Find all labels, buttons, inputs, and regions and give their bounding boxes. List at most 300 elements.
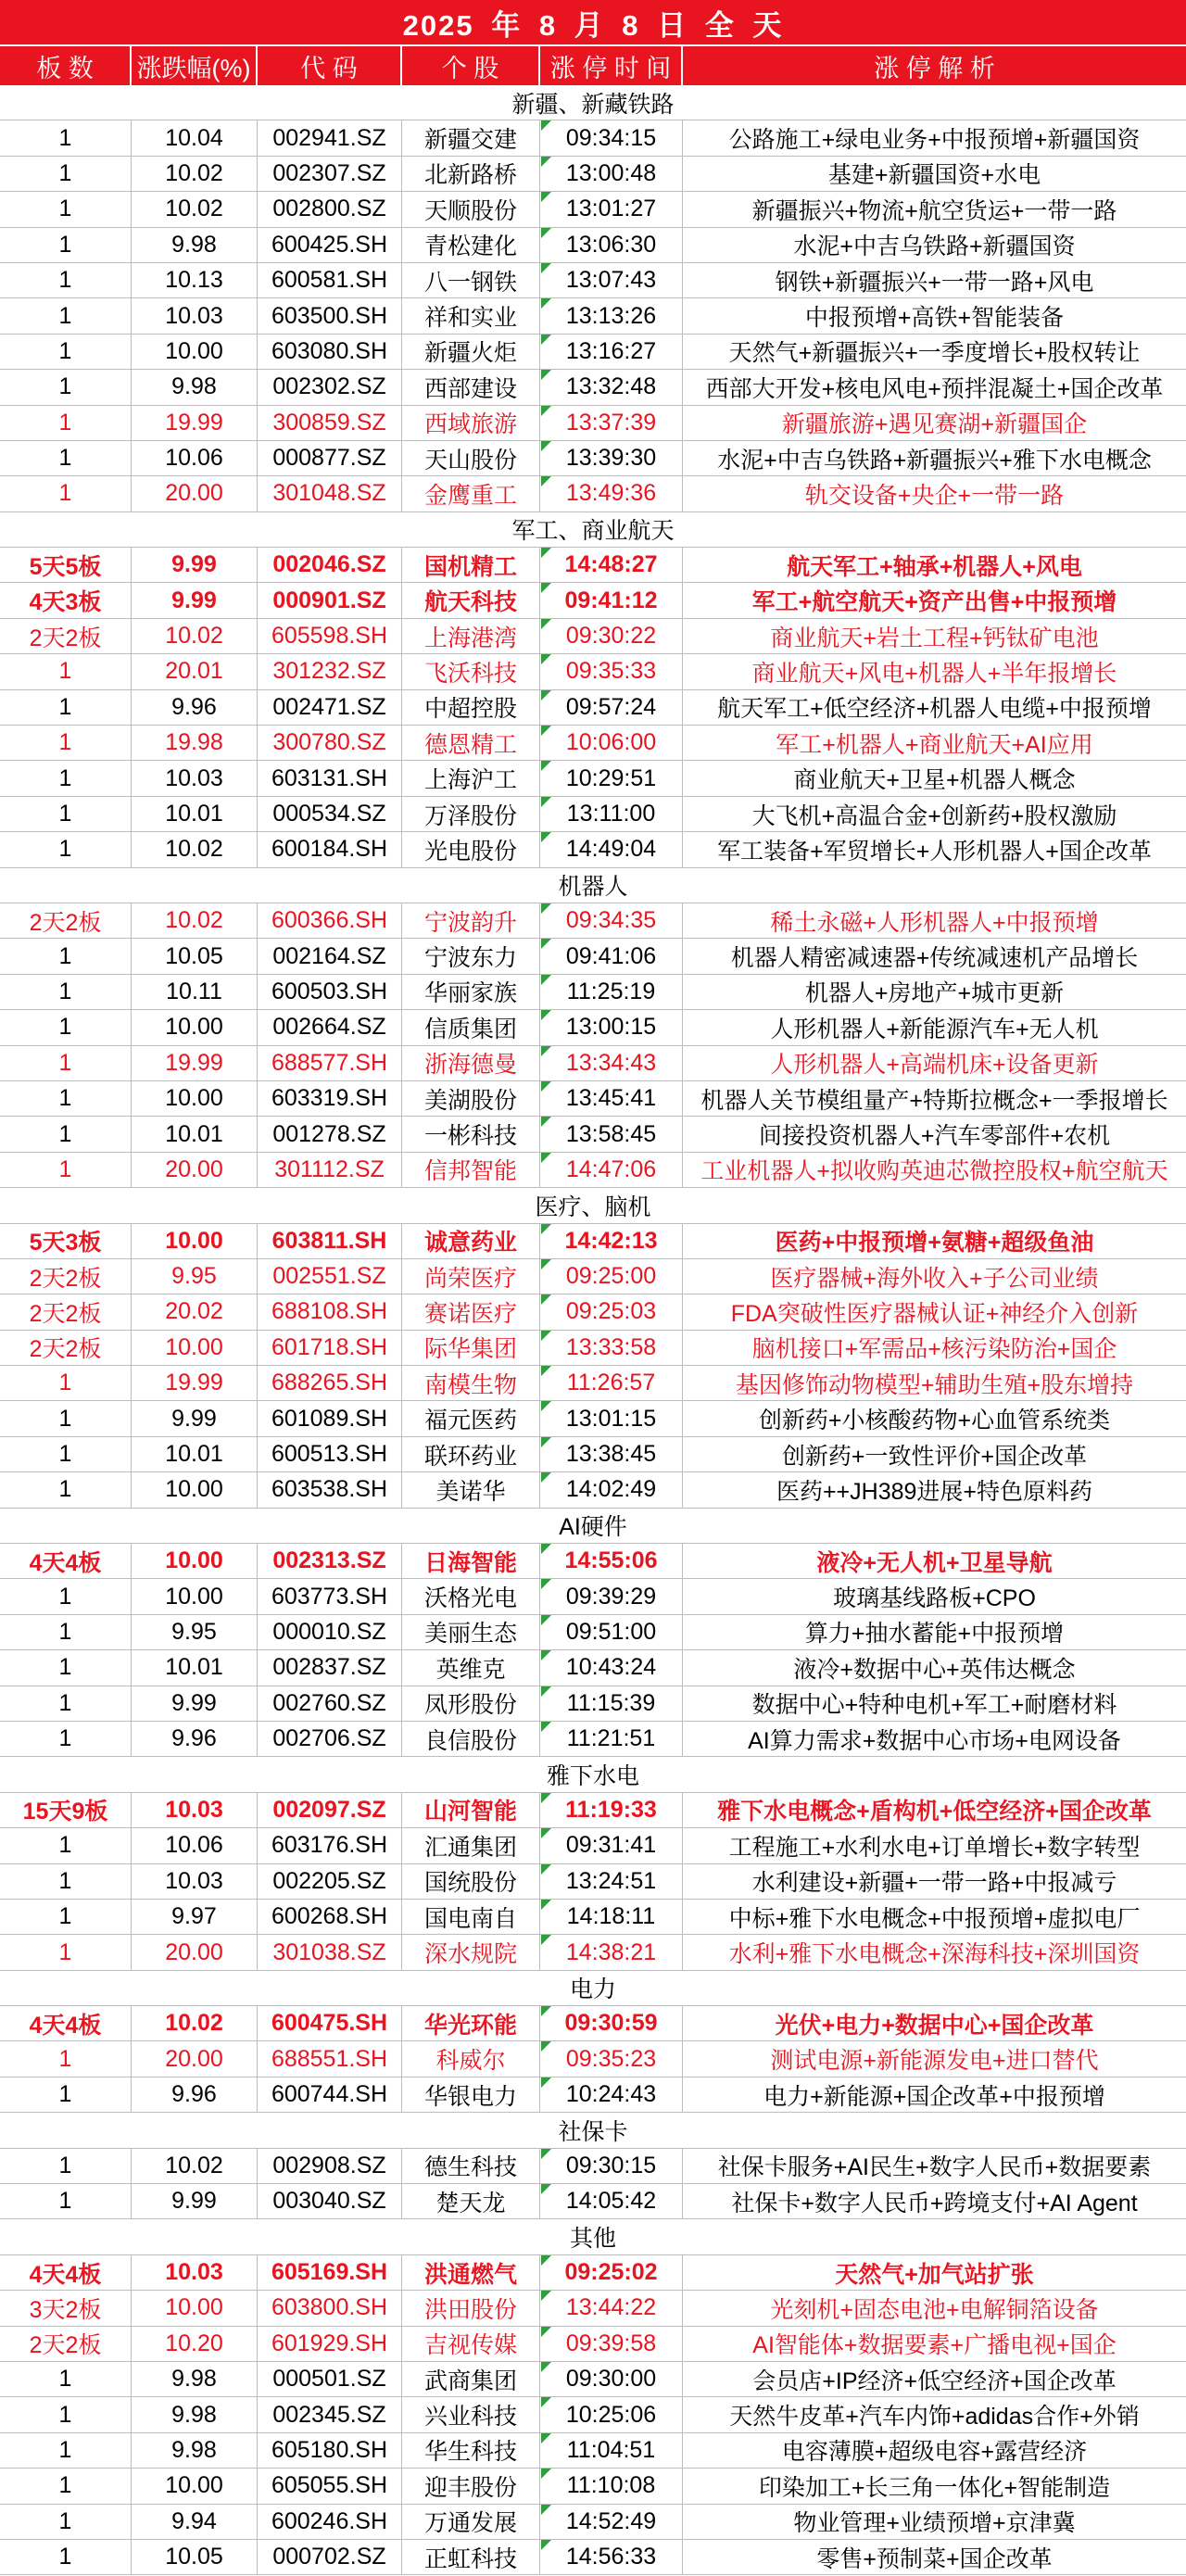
change-pct-cell[interactable]: 10.00: [132, 1579, 258, 1613]
limit-up-reason-cell[interactable]: 工程施工+水利水电+订单增长+数字转型: [728, 1834, 1141, 1861]
limit-up-time-cell[interactable]: 09:34:15: [540, 120, 683, 155]
stock-name-cell[interactable]: 美诺华: [402, 1472, 540, 1507]
stock-code-cell[interactable]: 601089.SH: [258, 1401, 402, 1435]
limit-up-reason-cell[interactable]: 测试电源+新能源发电+进口替代: [770, 2048, 1099, 2075]
limit-up-reason-cell[interactable]: 人形机器人+高端机床+设备更新: [770, 1052, 1099, 1079]
change-pct-cell[interactable]: 10.06: [132, 441, 258, 475]
stock-code-cell[interactable]: 300780.SZ: [258, 726, 402, 760]
limit-up-time-cell[interactable]: 13:44:22: [540, 2291, 683, 2325]
stock-code-cell[interactable]: 002345.SZ: [258, 2397, 402, 2431]
stock-code-cell[interactable]: 600184.SH: [258, 832, 402, 866]
limit-up-reason-cell[interactable]: 物业管理+业绩预增+京津冀: [793, 2510, 1076, 2537]
stock-name-cell[interactable]: 新疆火炬: [402, 335, 540, 369]
stock-name-cell[interactable]: 祥和实业: [402, 298, 540, 333]
change-pct-cell[interactable]: 9.96: [132, 690, 258, 725]
limit-up-reason-cell[interactable]: FDA突破性医疗器械认证+神经介入创新: [730, 1300, 1139, 1327]
section-header[interactable]: 雅下水电: [0, 1757, 1186, 1792]
change-pct-cell[interactable]: 9.98: [132, 228, 258, 262]
stock-name-cell[interactable]: 洪通燃气: [402, 2255, 540, 2290]
board-count-cell[interactable]: 1: [0, 1472, 132, 1507]
stock-name-cell[interactable]: 天顺股份: [402, 192, 540, 226]
limit-up-time-cell[interactable]: 13:39:30: [540, 441, 683, 475]
board-count-cell[interactable]: 1: [0, 120, 132, 155]
change-pct-cell[interactable]: 9.98: [132, 370, 258, 404]
change-pct-cell[interactable]: 10.00: [132, 1224, 258, 1258]
stock-name-cell[interactable]: 赛诺医疗: [402, 1294, 540, 1329]
stock-code-cell[interactable]: 002471.SZ: [258, 690, 402, 725]
stock-name-cell[interactable]: 航天科技: [402, 583, 540, 617]
stock-name-cell[interactable]: 洪田股份: [402, 2291, 540, 2325]
limit-up-time-cell[interactable]: 11:10:08: [540, 2469, 683, 2503]
board-count-cell[interactable]: 1: [0, 2540, 132, 2574]
board-count-cell[interactable]: 1: [0, 263, 132, 297]
limit-up-reason-cell[interactable]: 航天军工+低空经济+机器人电缆+中报预增: [717, 696, 1152, 723]
limit-up-time-cell[interactable]: 09:51:00: [540, 1615, 683, 1649]
board-count-cell[interactable]: 4天4板: [0, 2255, 132, 2290]
column-header-stock[interactable]: 个 股: [402, 46, 540, 85]
stock-code-cell[interactable]: 603811.SH: [258, 1224, 402, 1258]
stock-name-cell[interactable]: 新疆交建: [402, 120, 540, 155]
change-pct-cell[interactable]: 10.00: [132, 335, 258, 369]
limit-up-reason-cell[interactable]: 西部大开发+核电风电+预拌混凝土+国企改革: [705, 375, 1164, 402]
change-pct-cell[interactable]: 10.02: [132, 832, 258, 866]
limit-up-reason-cell[interactable]: 玻璃基线路板+CPO: [833, 1585, 1036, 1612]
limit-up-time-cell[interactable]: 09:35:23: [540, 2041, 683, 2076]
limit-up-reason-cell[interactable]: 水利建设+新疆+一带一路+中报减亏: [751, 1870, 1117, 1897]
change-pct-cell[interactable]: 10.01: [132, 797, 258, 831]
limit-up-time-cell[interactable]: 13:45:41: [540, 1081, 683, 1116]
stock-code-cell[interactable]: 002941.SZ: [258, 120, 402, 155]
stock-name-cell[interactable]: 良信股份: [402, 1722, 540, 1756]
limit-up-time-cell[interactable]: 09:57:24: [540, 690, 683, 725]
board-count-cell[interactable]: 1: [0, 797, 132, 831]
limit-up-reason-cell[interactable]: 脑机接口+军需品+核污染防治+国企: [751, 1336, 1117, 1363]
stock-code-cell[interactable]: 000901.SZ: [258, 583, 402, 617]
board-count-cell[interactable]: 1: [0, 690, 132, 725]
board-count-cell[interactable]: 1: [0, 1366, 132, 1400]
board-count-cell[interactable]: 1: [0, 1437, 132, 1471]
change-pct-cell[interactable]: 9.98: [132, 2362, 258, 2396]
limit-up-time-cell[interactable]: 14:18:11: [540, 1900, 683, 1934]
board-count-cell[interactable]: 3天2板: [0, 2291, 132, 2325]
change-pct-cell[interactable]: 10.05: [132, 2540, 258, 2574]
stock-code-cell[interactable]: 002097.SZ: [258, 1793, 402, 1827]
limit-up-time-cell[interactable]: 14:49:04: [540, 832, 683, 866]
limit-up-time-cell[interactable]: 13:07:43: [540, 263, 683, 297]
stock-code-cell[interactable]: 601718.SH: [258, 1331, 402, 1365]
section-header[interactable]: 医疗、脑机: [0, 1188, 1186, 1223]
limit-up-reason-cell[interactable]: 工业机器人+拟收购英迪芯微控股权+航空航天: [700, 1158, 1168, 1185]
stock-code-cell[interactable]: 301048.SZ: [258, 476, 402, 511]
stock-code-cell[interactable]: 301038.SZ: [258, 1935, 402, 1969]
limit-up-reason-cell[interactable]: 军工+机器人+商业航天+AI应用: [776, 731, 1093, 758]
limit-up-time-cell[interactable]: 13:49:36: [540, 476, 683, 511]
section-header[interactable]: 电力: [0, 1971, 1186, 2006]
stock-name-cell[interactable]: 南模生物: [402, 1366, 540, 1400]
board-count-cell[interactable]: 1: [0, 1935, 132, 1969]
change-pct-cell[interactable]: 20.00: [132, 476, 258, 511]
stock-name-cell[interactable]: 上海港湾: [402, 619, 540, 653]
stock-code-cell[interactable]: 600503.SH: [258, 975, 402, 1009]
change-pct-cell[interactable]: 10.03: [132, 2255, 258, 2290]
change-pct-cell[interactable]: 10.02: [132, 192, 258, 226]
section-header[interactable]: 社保卡: [0, 2113, 1186, 2148]
stock-name-cell[interactable]: 武商集团: [402, 2362, 540, 2396]
stock-name-cell[interactable]: 日海智能: [402, 1544, 540, 1578]
limit-up-time-cell[interactable]: 11:15:39: [540, 1686, 683, 1721]
limit-up-reason-cell[interactable]: 雅下水电概念+盾构机+低空经济+国企改革: [717, 1799, 1152, 1825]
stock-name-cell[interactable]: 国电南自: [402, 1900, 540, 1934]
section-header[interactable]: AI硬件: [0, 1509, 1186, 1544]
board-count-cell[interactable]: 1: [0, 192, 132, 226]
board-count-cell[interactable]: 1: [0, 1117, 132, 1151]
stock-code-cell[interactable]: 301232.SZ: [258, 654, 402, 688]
limit-up-time-cell[interactable]: 14:48:27: [540, 548, 683, 582]
limit-up-time-cell[interactable]: 10:24:43: [540, 2077, 683, 2112]
stock-code-cell[interactable]: 688551.SH: [258, 2041, 402, 2076]
stock-name-cell[interactable]: 浙海德曼: [402, 1046, 540, 1080]
limit-up-time-cell[interactable]: 14:47:06: [540, 1153, 683, 1187]
stock-code-cell[interactable]: 000501.SZ: [258, 2362, 402, 2396]
board-count-cell[interactable]: 1: [0, 939, 132, 973]
stock-code-cell[interactable]: 605598.SH: [258, 619, 402, 653]
limit-up-reason-cell[interactable]: 中标+雅下水电概念+中报预增+虚拟电厂: [728, 1905, 1141, 1932]
limit-up-reason-cell[interactable]: 液冷+数据中心+英伟达概念: [793, 1656, 1076, 1683]
limit-up-reason-cell[interactable]: 人形机器人+新能源汽车+无人机: [770, 1016, 1099, 1042]
change-pct-cell[interactable]: 19.99: [132, 1046, 258, 1080]
limit-up-time-cell[interactable]: 09:30:00: [540, 2362, 683, 2396]
change-pct-cell[interactable]: 9.99: [132, 583, 258, 617]
section-header[interactable]: 新疆、新藏铁路: [0, 85, 1186, 120]
stock-code-cell[interactable]: 603080.SH: [258, 335, 402, 369]
board-count-cell[interactable]: 1: [0, 228, 132, 262]
change-pct-cell[interactable]: 10.03: [132, 761, 258, 795]
limit-up-reason-cell[interactable]: 钢铁+新疆振兴+一带一路+风电: [775, 269, 1094, 296]
limit-up-time-cell[interactable]: 13:01:27: [540, 192, 683, 226]
limit-up-time-cell[interactable]: 10:06:00: [540, 726, 683, 760]
limit-up-reason-cell[interactable]: 稀土永磁+人形机器人+中报预增: [770, 909, 1099, 936]
change-pct-cell[interactable]: 9.99: [132, 548, 258, 582]
board-count-cell[interactable]: 1: [0, 2077, 132, 2112]
change-pct-cell[interactable]: 20.02: [132, 1294, 258, 1329]
change-pct-cell[interactable]: 19.99: [132, 1366, 258, 1400]
stock-name-cell[interactable]: 一彬科技: [402, 1117, 540, 1151]
stock-name-cell[interactable]: 华光环能: [402, 2006, 540, 2040]
stock-code-cell[interactable]: 605055.SH: [258, 2469, 402, 2503]
limit-up-time-cell[interactable]: 10:25:06: [540, 2397, 683, 2431]
stock-name-cell[interactable]: 际华集团: [402, 1331, 540, 1365]
limit-up-reason-cell[interactable]: 会员店+IP经济+低空经济+国企改革: [752, 2368, 1117, 2394]
section-header[interactable]: 其他: [0, 2219, 1186, 2254]
change-pct-cell[interactable]: 10.03: [132, 1793, 258, 1827]
limit-up-reason-cell[interactable]: 基建+新疆国资+水电: [827, 162, 1041, 189]
limit-up-reason-cell[interactable]: 新疆旅游+遇见赛湖+新疆国企: [781, 411, 1088, 438]
stock-name-cell[interactable]: 汇通集团: [402, 1828, 540, 1863]
board-count-cell[interactable]: 1: [0, 2041, 132, 2076]
change-pct-cell[interactable]: 10.04: [132, 120, 258, 155]
board-count-cell[interactable]: 1: [0, 761, 132, 795]
board-count-cell[interactable]: 1: [0, 406, 132, 440]
section-header[interactable]: 军工、商业航天: [0, 512, 1186, 548]
limit-up-reason-cell[interactable]: 中报预增+高铁+智能装备: [804, 305, 1065, 332]
limit-up-reason-cell[interactable]: 数据中心+特种电机+军工+耐磨材料: [751, 1692, 1117, 1719]
stock-code-cell[interactable]: 300859.SZ: [258, 406, 402, 440]
board-count-cell[interactable]: 1: [0, 1153, 132, 1187]
board-count-cell[interactable]: 1: [0, 1010, 132, 1044]
stock-name-cell[interactable]: 中超控股: [402, 690, 540, 725]
limit-up-reason-cell[interactable]: AI智能体+数据要素+广播电视+国企: [752, 2332, 1117, 2359]
limit-up-time-cell[interactable]: 09:25:02: [540, 2255, 683, 2290]
section-header[interactable]: 机器人: [0, 868, 1186, 903]
stock-code-cell[interactable]: 688577.SH: [258, 1046, 402, 1080]
stock-name-cell[interactable]: 金鹰重工: [402, 476, 540, 511]
limit-up-reason-cell[interactable]: 机器人+房地产+城市更新: [804, 980, 1065, 1007]
board-count-cell[interactable]: 1: [0, 1650, 132, 1685]
limit-up-time-cell[interactable]: 09:31:41: [540, 1828, 683, 1863]
board-count-cell[interactable]: 2天2板: [0, 2327, 132, 2361]
change-pct-cell[interactable]: 10.00: [132, 1472, 258, 1507]
stock-name-cell[interactable]: 八一钢铁: [402, 263, 540, 297]
stock-name-cell[interactable]: 国统股份: [402, 1864, 540, 1899]
stock-name-cell[interactable]: 沃格光电: [402, 1579, 540, 1613]
board-count-cell[interactable]: 1: [0, 1686, 132, 1721]
stock-name-cell[interactable]: 迎丰股份: [402, 2469, 540, 2503]
stock-name-cell[interactable]: 华生科技: [402, 2433, 540, 2468]
stock-name-cell[interactable]: 宁波韵升: [402, 903, 540, 938]
stock-name-cell[interactable]: 美丽生态: [402, 1615, 540, 1649]
change-pct-cell[interactable]: 9.96: [132, 2077, 258, 2112]
stock-name-cell[interactable]: 万泽股份: [402, 797, 540, 831]
change-pct-cell[interactable]: 10.00: [132, 2469, 258, 2503]
change-pct-cell[interactable]: 10.00: [132, 1010, 258, 1044]
change-pct-cell[interactable]: 10.00: [132, 1331, 258, 1365]
limit-up-reason-cell[interactable]: 印染加工+长三角一体化+智能制造: [758, 2474, 1111, 2501]
board-count-cell[interactable]: 4天4板: [0, 1544, 132, 1578]
limit-up-reason-cell[interactable]: 医药+中报预增+氨糖+超级鱼油: [775, 1230, 1094, 1256]
stock-name-cell[interactable]: 英维克: [402, 1650, 540, 1685]
stock-name-cell[interactable]: 宁波东力: [402, 939, 540, 973]
stock-code-cell[interactable]: 600268.SH: [258, 1900, 402, 1934]
limit-up-time-cell[interactable]: 13:32:48: [540, 370, 683, 404]
limit-up-reason-cell[interactable]: 创新药+一致性评价+国企改革: [781, 1443, 1088, 1470]
change-pct-cell[interactable]: 20.01: [132, 654, 258, 688]
change-pct-cell[interactable]: 10.01: [132, 1117, 258, 1151]
stock-name-cell[interactable]: 凤形股份: [402, 1686, 540, 1721]
board-count-cell[interactable]: 1: [0, 1046, 132, 1080]
change-pct-cell[interactable]: 10.00: [132, 2291, 258, 2325]
stock-code-cell[interactable]: 003040.SZ: [258, 2184, 402, 2218]
stock-name-cell[interactable]: 信邦智能: [402, 1153, 540, 1187]
board-count-cell[interactable]: 1: [0, 298, 132, 333]
stock-name-cell[interactable]: 尚荣医疗: [402, 1259, 540, 1294]
limit-up-time-cell[interactable]: 13:37:39: [540, 406, 683, 440]
stock-code-cell[interactable]: 000877.SZ: [258, 441, 402, 475]
board-count-cell[interactable]: 1: [0, 2433, 132, 2468]
change-pct-cell[interactable]: 10.02: [132, 2149, 258, 2183]
limit-up-reason-cell[interactable]: 零售+预制菜+国企改革: [816, 2545, 1053, 2572]
change-pct-cell[interactable]: 20.00: [132, 1935, 258, 1969]
change-pct-cell[interactable]: 10.02: [132, 2006, 258, 2040]
limit-up-time-cell[interactable]: 09:35:33: [540, 654, 683, 688]
limit-up-time-cell[interactable]: 13:00:15: [540, 1010, 683, 1044]
stock-code-cell[interactable]: 600425.SH: [258, 228, 402, 262]
limit-up-time-cell[interactable]: 14:56:33: [540, 2540, 683, 2574]
stock-code-cell[interactable]: 002046.SZ: [258, 548, 402, 582]
board-count-cell[interactable]: 1: [0, 1579, 132, 1613]
limit-up-time-cell[interactable]: 09:39:58: [540, 2327, 683, 2361]
change-pct-cell[interactable]: 10.03: [132, 298, 258, 333]
change-pct-cell[interactable]: 9.99: [132, 1686, 258, 1721]
limit-up-reason-cell[interactable]: 轨交设备+央企+一带一路: [804, 482, 1065, 509]
limit-up-time-cell[interactable]: 14:52:49: [540, 2505, 683, 2539]
change-pct-cell[interactable]: 10.02: [132, 903, 258, 938]
stock-code-cell[interactable]: 688108.SH: [258, 1294, 402, 1329]
stock-name-cell[interactable]: 科威尔: [402, 2041, 540, 2076]
board-count-cell[interactable]: 4天4板: [0, 2006, 132, 2040]
limit-up-reason-cell[interactable]: 间接投资机器人+汽车零部件+农机: [758, 1123, 1111, 1150]
stock-name-cell[interactable]: 国机精工: [402, 548, 540, 582]
stock-code-cell[interactable]: 002760.SZ: [258, 1686, 402, 1721]
board-count-cell[interactable]: 1: [0, 2469, 132, 2503]
board-count-cell[interactable]: 1: [0, 2362, 132, 2396]
stock-code-cell[interactable]: 603176.SH: [258, 1828, 402, 1863]
column-header-change[interactable]: 涨跌幅(%): [132, 46, 258, 85]
change-pct-cell[interactable]: 10.11: [132, 975, 258, 1009]
board-count-cell[interactable]: 2天2板: [0, 1259, 132, 1294]
change-pct-cell[interactable]: 19.98: [132, 726, 258, 760]
stock-code-cell[interactable]: 301112.SZ: [258, 1153, 402, 1187]
limit-up-time-cell[interactable]: 13:13:26: [540, 298, 683, 333]
stock-code-cell[interactable]: 000010.SZ: [258, 1615, 402, 1649]
limit-up-time-cell[interactable]: 13:16:27: [540, 335, 683, 369]
board-count-cell[interactable]: 1: [0, 370, 132, 404]
stock-code-cell[interactable]: 603773.SH: [258, 1579, 402, 1613]
limit-up-time-cell[interactable]: 14:38:21: [540, 1935, 683, 1969]
board-count-cell[interactable]: 2天2板: [0, 619, 132, 653]
limit-up-time-cell[interactable]: 11:04:51: [540, 2433, 683, 2468]
limit-up-reason-cell[interactable]: 天然牛皮革+汽车内饰+adidas合作+外销: [729, 2404, 1140, 2431]
stock-name-cell[interactable]: 光电股份: [402, 832, 540, 866]
limit-up-reason-cell[interactable]: 机器人精密减速器+传统减速机产品增长: [730, 945, 1139, 972]
limit-up-reason-cell[interactable]: 商业航天+岩土工程+钙钛矿电池: [770, 625, 1099, 651]
limit-up-reason-cell[interactable]: 液冷+无人机+卫星导航: [816, 1549, 1053, 1576]
limit-up-time-cell[interactable]: 09:25:03: [540, 1294, 683, 1329]
column-header-time[interactable]: 涨 停 时 间: [540, 46, 683, 85]
limit-up-time-cell[interactable]: 10:43:24: [540, 1650, 683, 1685]
stock-code-cell[interactable]: 002664.SZ: [258, 1010, 402, 1044]
stock-name-cell[interactable]: 信质集团: [402, 1010, 540, 1044]
stock-code-cell[interactable]: 605180.SH: [258, 2433, 402, 2468]
limit-up-time-cell[interactable]: 13:01:15: [540, 1401, 683, 1435]
change-pct-cell[interactable]: 9.97: [132, 1900, 258, 1934]
stock-name-cell[interactable]: 德生科技: [402, 2149, 540, 2183]
limit-up-time-cell[interactable]: 13:00:48: [540, 157, 683, 191]
change-pct-cell[interactable]: 10.02: [132, 619, 258, 653]
limit-up-reason-cell[interactable]: 水利+雅下水电概念+深海科技+深圳国资: [728, 1941, 1141, 1967]
change-pct-cell[interactable]: 10.03: [132, 1864, 258, 1899]
stock-name-cell[interactable]: 正虹科技: [402, 2540, 540, 2574]
change-pct-cell[interactable]: 19.99: [132, 406, 258, 440]
board-count-cell[interactable]: 15天9板: [0, 1793, 132, 1827]
change-pct-cell[interactable]: 10.05: [132, 939, 258, 973]
stock-code-cell[interactable]: 002908.SZ: [258, 2149, 402, 2183]
board-count-cell[interactable]: 5天5板: [0, 548, 132, 582]
board-count-cell[interactable]: 2天2板: [0, 1331, 132, 1365]
stock-name-cell[interactable]: 西部建设: [402, 370, 540, 404]
limit-up-reason-cell[interactable]: 水泥+中吉乌铁路+新疆国资: [793, 234, 1076, 260]
stock-name-cell[interactable]: 天山股份: [402, 441, 540, 475]
stock-code-cell[interactable]: 002164.SZ: [258, 939, 402, 973]
board-count-cell[interactable]: 1: [0, 1828, 132, 1863]
board-count-cell[interactable]: 1: [0, 975, 132, 1009]
board-count-cell[interactable]: 1: [0, 335, 132, 369]
stock-code-cell[interactable]: 002205.SZ: [258, 1864, 402, 1899]
board-count-cell[interactable]: 1: [0, 1081, 132, 1116]
stock-code-cell[interactable]: 600246.SH: [258, 2505, 402, 2539]
stock-code-cell[interactable]: 000534.SZ: [258, 797, 402, 831]
limit-up-time-cell[interactable]: 13:33:58: [540, 1331, 683, 1365]
stock-code-cell[interactable]: 002313.SZ: [258, 1544, 402, 1578]
limit-up-reason-cell[interactable]: 航天军工+轴承+机器人+风电: [787, 553, 1082, 580]
change-pct-cell[interactable]: 9.99: [132, 2184, 258, 2218]
stock-code-cell[interactable]: 601929.SH: [258, 2327, 402, 2361]
change-pct-cell[interactable]: 10.01: [132, 1437, 258, 1471]
board-count-cell[interactable]: 1: [0, 1722, 132, 1756]
stock-name-cell[interactable]: 诚意药业: [402, 1224, 540, 1258]
board-count-cell[interactable]: 1: [0, 2184, 132, 2218]
stock-name-cell[interactable]: 华银电力: [402, 2077, 540, 2112]
limit-up-reason-cell[interactable]: 商业航天+卫星+机器人概念: [793, 767, 1076, 794]
limit-up-time-cell[interactable]: 13:34:43: [540, 1046, 683, 1080]
stock-code-cell[interactable]: 603131.SH: [258, 761, 402, 795]
stock-name-cell[interactable]: 福元医药: [402, 1401, 540, 1435]
column-header-code[interactable]: 代 码: [258, 46, 402, 85]
stock-code-cell[interactable]: 600513.SH: [258, 1437, 402, 1471]
limit-up-time-cell[interactable]: 09:39:29: [540, 1579, 683, 1613]
limit-up-reason-cell[interactable]: 军工装备+军贸增长+人形机器人+国企改革: [717, 838, 1152, 865]
stock-name-cell[interactable]: 德恩精工: [402, 726, 540, 760]
limit-up-time-cell[interactable]: 14:42:13: [540, 1224, 683, 1258]
limit-up-reason-cell[interactable]: 算力+抽水蓄能+中报预增: [804, 1621, 1065, 1648]
limit-up-reason-cell[interactable]: 机器人关节模组量产+特斯拉概念+一季报增长: [700, 1087, 1168, 1114]
change-pct-cell[interactable]: 9.96: [132, 1722, 258, 1756]
stock-code-cell[interactable]: 600366.SH: [258, 903, 402, 938]
stock-code-cell[interactable]: 002800.SZ: [258, 192, 402, 226]
change-pct-cell[interactable]: 9.95: [132, 1615, 258, 1649]
change-pct-cell[interactable]: 10.06: [132, 1828, 258, 1863]
change-pct-cell[interactable]: 9.98: [132, 2433, 258, 2468]
board-count-cell[interactable]: 5天3板: [0, 1224, 132, 1258]
limit-up-reason-cell[interactable]: 天然气+新疆振兴+一季度增长+股权转让: [728, 340, 1141, 367]
limit-up-time-cell[interactable]: 09:41:12: [540, 583, 683, 617]
limit-up-reason-cell[interactable]: 医疗器械+海外收入+子公司业绩: [770, 1265, 1099, 1292]
stock-code-cell[interactable]: 002706.SZ: [258, 1722, 402, 1756]
limit-up-time-cell[interactable]: 13:24:51: [540, 1864, 683, 1899]
stock-name-cell[interactable]: 飞沃科技: [402, 654, 540, 688]
stock-name-cell[interactable]: 深水规院: [402, 1935, 540, 1969]
stock-code-cell[interactable]: 002551.SZ: [258, 1259, 402, 1294]
limit-up-reason-cell[interactable]: 创新药+小核酸药物+心血管系统类: [758, 1408, 1111, 1434]
limit-up-time-cell[interactable]: 09:25:00: [540, 1259, 683, 1294]
stock-code-cell[interactable]: 000702.SZ: [258, 2540, 402, 2574]
limit-up-time-cell[interactable]: 13:38:45: [540, 1437, 683, 1471]
limit-up-reason-cell[interactable]: 电容薄膜+超级电容+露营经济: [781, 2439, 1088, 2466]
stock-code-cell[interactable]: 002307.SZ: [258, 157, 402, 191]
board-count-cell[interactable]: 4天3板: [0, 583, 132, 617]
change-pct-cell[interactable]: 9.94: [132, 2505, 258, 2539]
board-count-cell[interactable]: 2天2板: [0, 1294, 132, 1329]
stock-code-cell[interactable]: 600475.SH: [258, 2006, 402, 2040]
